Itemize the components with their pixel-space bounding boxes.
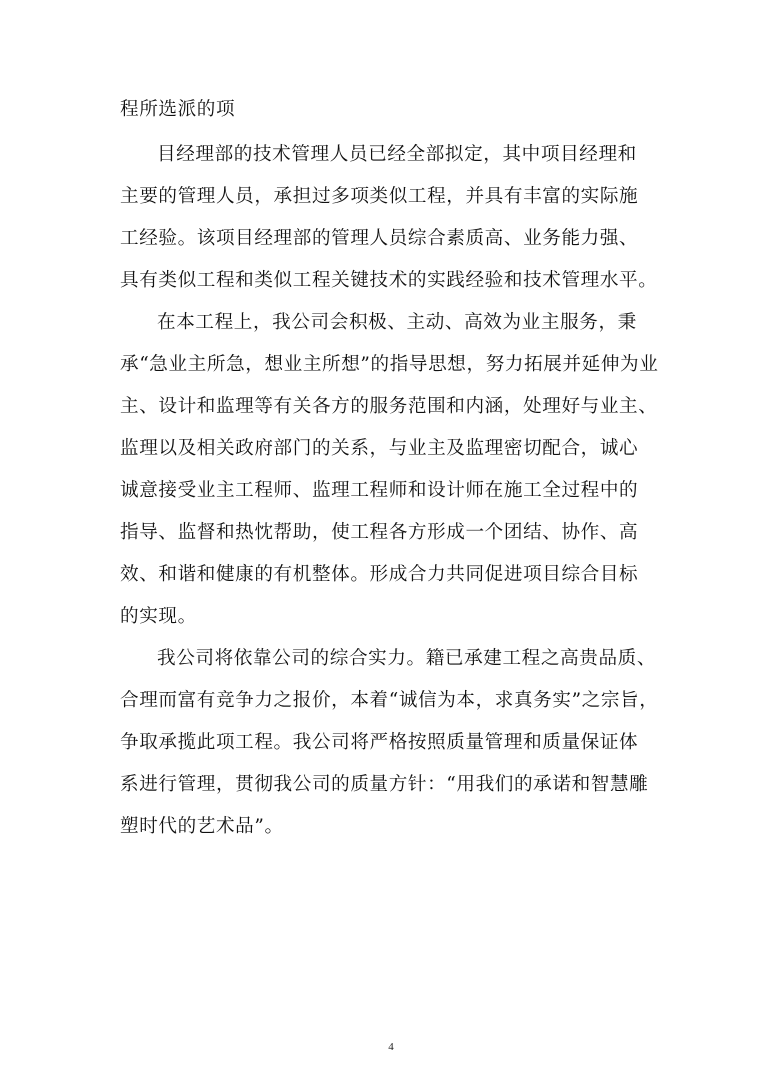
- text-line: 指导、监督和热忱帮助，使工程各方形成一个团结、协作、高: [120, 522, 639, 543]
- text-line: 具有类似工程和类似工程关键技术的实践经验和技术管理水平。: [120, 270, 658, 291]
- text-line: 工经验。该项目经理部的管理人员综合素质高、业务能力强、: [120, 228, 639, 249]
- page-number: 4: [388, 1041, 394, 1053]
- text-line: 承“急业主所急，想业主所想”的指导思想，努力拓展并延伸为业: [120, 354, 659, 375]
- text-line: 主要的管理人员，承担过多项类似工程，并具有丰富的实际施: [120, 186, 639, 207]
- text-line: 监理以及相关政府部门的关系，与业主及监理密切配合，诚心: [120, 438, 639, 459]
- text-line: 的实现。: [120, 606, 197, 627]
- text-line: 系进行管理，贯彻我公司的质量方针：“用我们的承诺和智慧雕: [120, 774, 649, 795]
- text-line: 效、和谐和健康的有机整体。形成合力共同促进项目综合目标: [120, 564, 639, 585]
- text-line: 塑时代的艺术品”。: [120, 816, 284, 837]
- paragraph-first-line: 我公司将依靠公司的综合实力。籍已承建工程之高贵品质、: [157, 648, 657, 669]
- text-line: 合理而富有竞争力之报价，本着“诚信为本，求真务实”之宗旨，: [120, 690, 659, 711]
- text-line: 诚意接受业主工程师、监理工程师和设计师在施工全过程中的: [120, 480, 639, 501]
- paragraph-first-line: 目经理部的技术管理人员已经全部拟定，其中项目经理和: [157, 144, 637, 165]
- text-line: 争取承揽此项工程。我公司将严格按照质量管理和质量保证体: [120, 732, 639, 753]
- text-line: 程所选派的项: [120, 99, 236, 120]
- paragraph-first-line: 在本工程上，我公司会积极、主动、高效为业主服务，秉: [157, 312, 637, 333]
- text-line: 主、设计和监理等有关各方的服务范围和内涵，处理好与业主、: [120, 396, 658, 417]
